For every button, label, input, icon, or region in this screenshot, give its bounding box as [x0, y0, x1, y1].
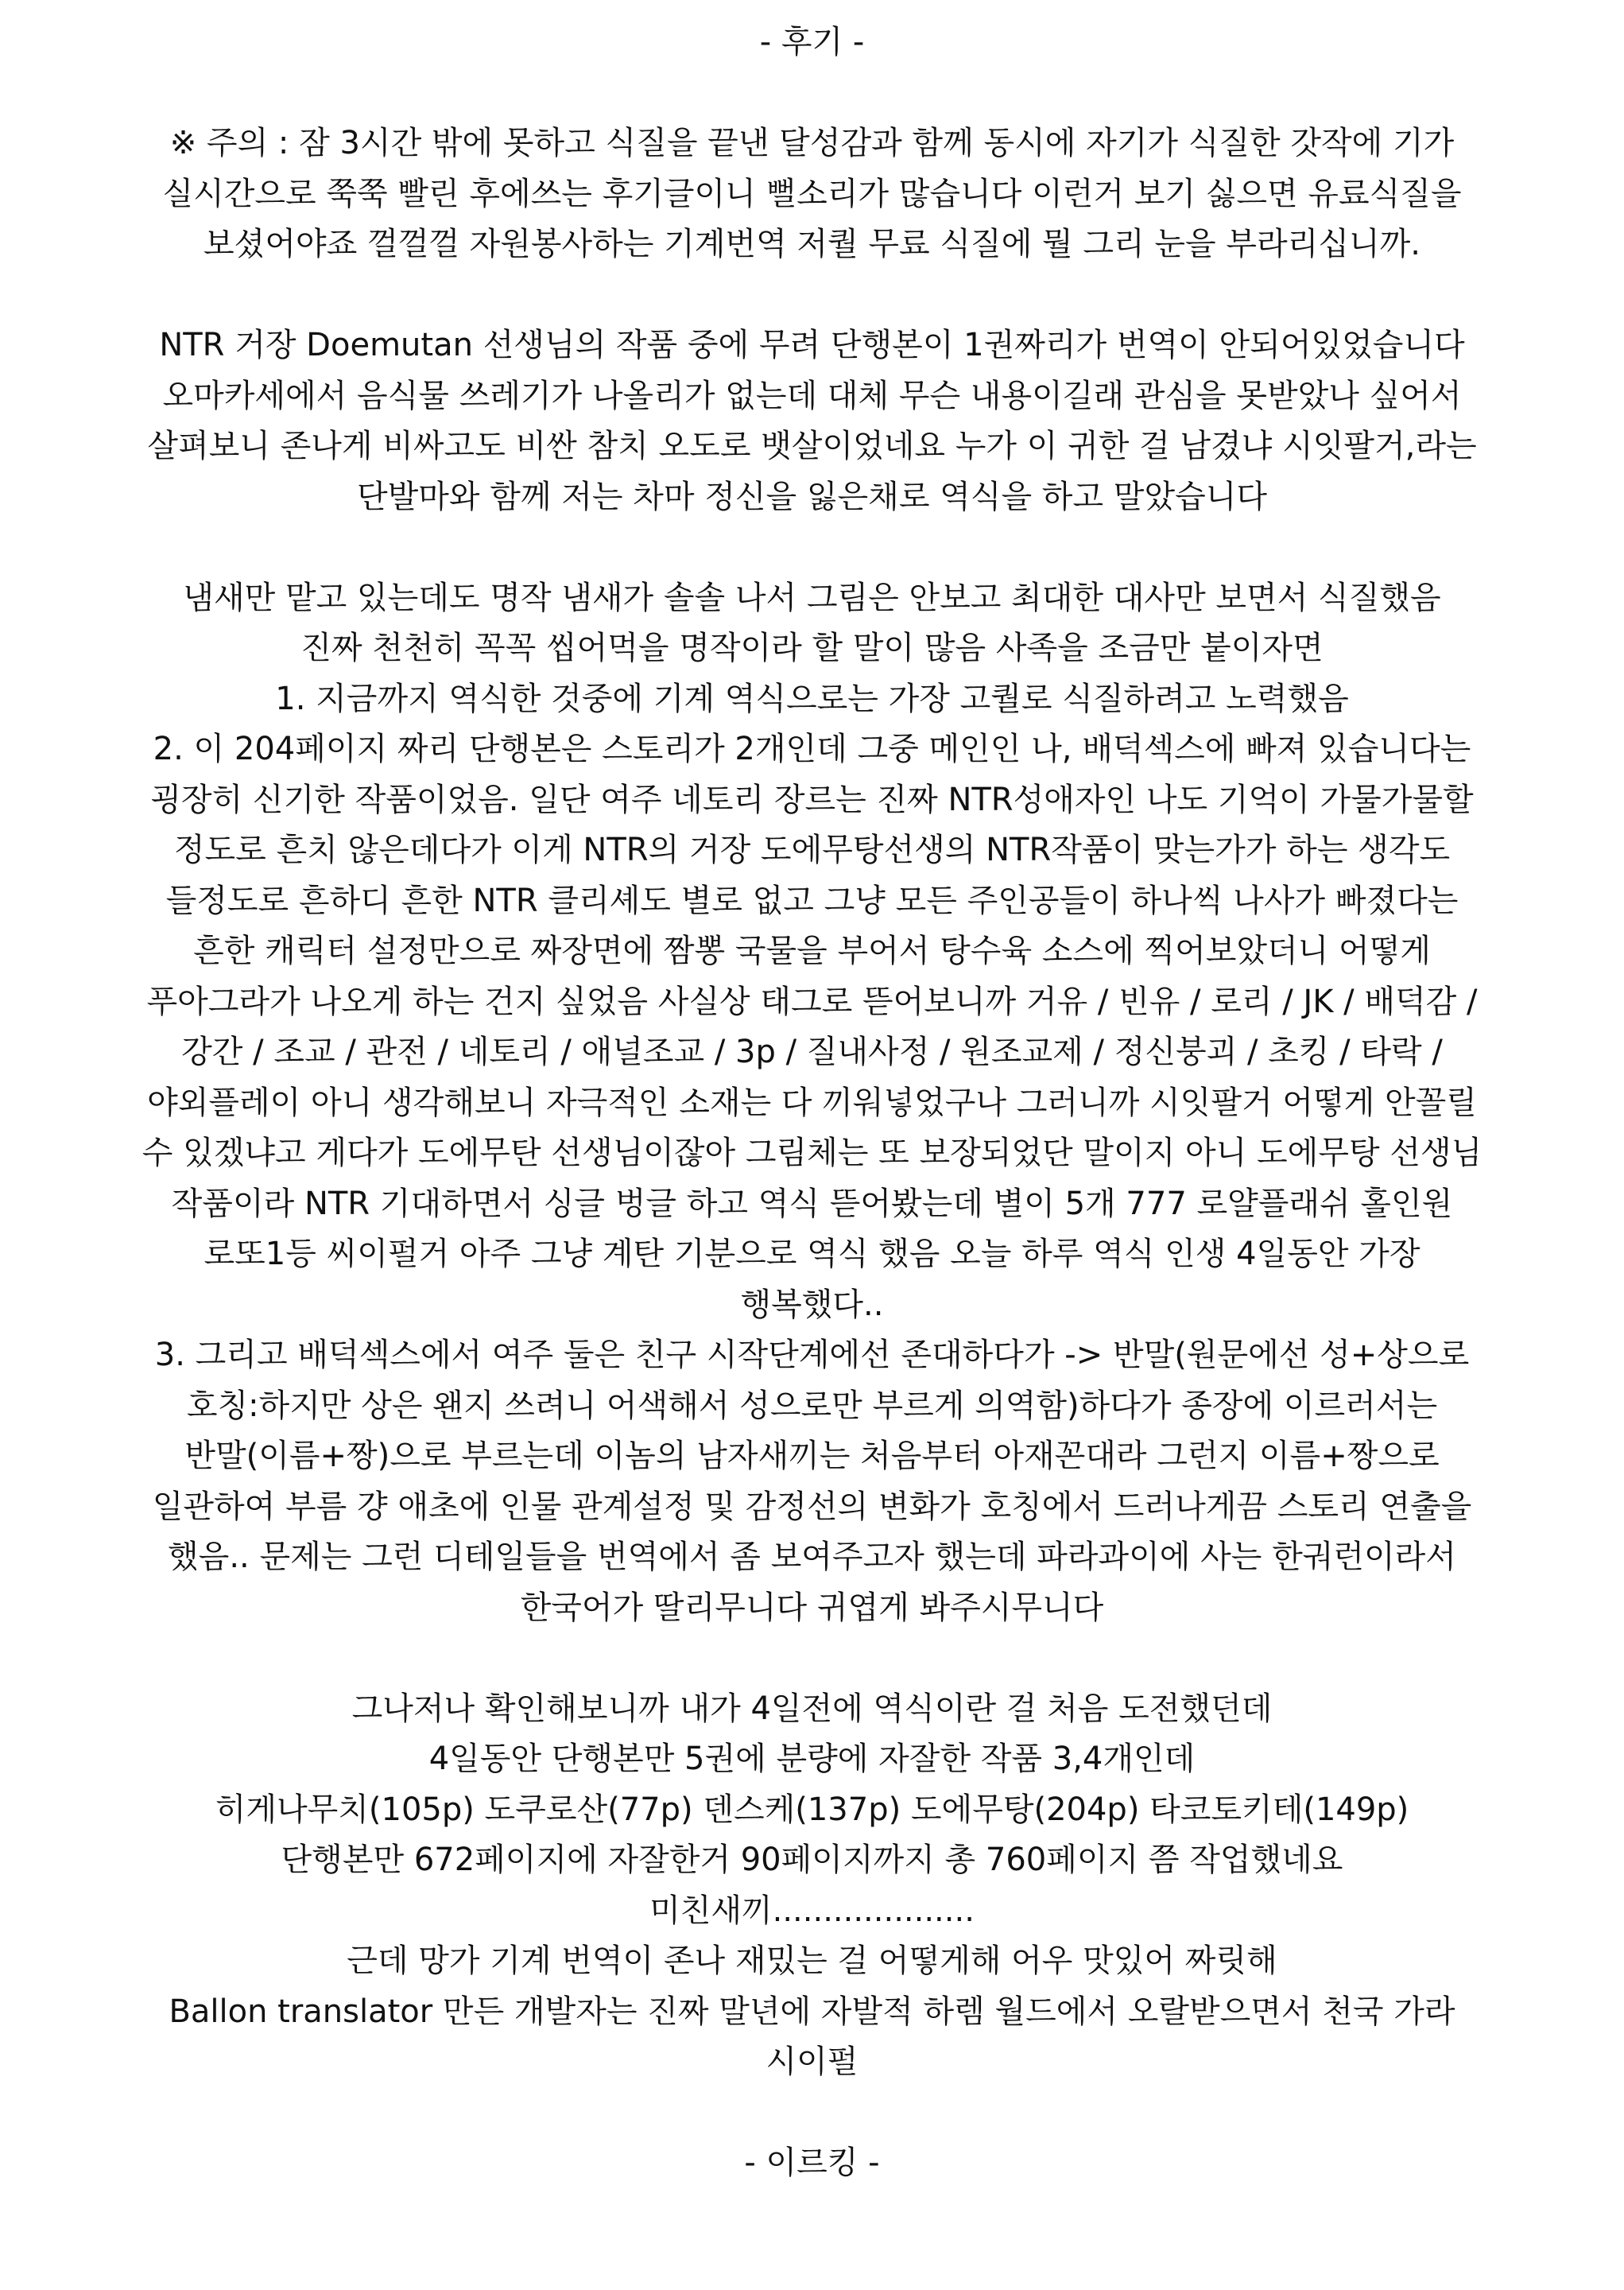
text-line: 했음.. 문제는 그런 디테일들을 번역에서 좀 보여주고자 했는데 파라과이에 사는 한궈런이라서: [168, 1539, 1456, 1575]
paragraph-warning: [22, 118, 1602, 270]
paragraph-notes: [22, 573, 1602, 1634]
text-line: 근데 망가 기계 번역이 존나 재밌는 걸 어떻게해 어우 맛있어 짜릿해: [347, 1943, 1277, 1979]
text-line: 보셨어야죠 껄껄껄 자원봉사하는 기계번역 저퀄 무료 식질에 뭘 그리 눈을 부라리십니까.: [203, 226, 1421, 262]
text-line: 3. 그리고 배덕섹스에서 여주 둘은 친구 시작단계에선 존대하다가 -> 반말(원문에선 성+상으로: [154, 1337, 1470, 1373]
text-line: 행복했다..: [740, 1286, 884, 1323]
spacer: [22, 270, 1602, 321]
text-line: 야외플레이 아니 생각해보니 자극적인 소재는 다 끼워넣었구나 그러니까 시잇팔거 어떻게 안꼴릴: [147, 1084, 1477, 1121]
text-line: 굉장히 신기한 작품이었음. 일단 여주 네토리 장르는 진짜 NTR성애자인 나도 기억이 가물가물할: [150, 781, 1474, 818]
text-line: 오마카세에서 음식물 쓰레기가 나올리가 없는데 대체 무슨 내용이길래 관심을 못받았나 싶어서: [162, 377, 1462, 414]
text-line: 로또1등 씨이펄거 아주 그냥 계탄 기분으로 역식 했음 오늘 하루 역식 인생 4일동안 가장: [203, 1236, 1421, 1272]
text-line: NTR 거장 Doemutan 선생님의 작품 중에 무려 단행본이 1권짜리가 번역이 안되어있었습니다: [159, 327, 1465, 363]
text-line: 단행본만 672페이지에 자잘한거 90페이지까지 총 760페이지 쯤 작업했네요: [281, 1842, 1343, 1878]
text-line: 정도로 흔치 않은데다가 이게 NTR의 거장 도에무탕선생의 NTR작품이 맞는가가 하는 생각도: [173, 832, 1451, 868]
text-line: 반말(이름+짱)으로 부르는데 이놈의 남자새끼는 처음부터 아재꼰대라 그런지 이름+짱으로: [184, 1438, 1440, 1474]
text-line: 히게나무치(105p) 도쿠로산(77p) 덴스케(137p) 도에무탕(204p) 타코토키테(149p): [215, 1791, 1409, 1828]
text-line: ※ 주의 : 잠 3시간 밖에 못하고 식질을 끝낸 달성감과 함께 동시에 자기가 식질한 갓작에 기가: [169, 125, 1455, 161]
text-line: 강간 / 조교 / 관전 / 네토리 / 애널조교 / 3p / 질내사정 / 원조교제 / 정신붕괴 / 초킹 / 타락 /: [181, 1034, 1443, 1070]
text-line: 푸아그라가 나오게 하는 건지 싶었음 사실상 태그로 뜯어보니까 거유 / 빈유 / 로리 / JK / 배덕감 /: [146, 983, 1478, 1020]
spacer: [22, 68, 1602, 119]
text-line: 호칭:하지만 상은 왠지 쓰려니 어색해서 성으로만 부르게 의역함)하다가 종장에 이르러서는: [186, 1387, 1438, 1424]
text-line: 작품이라 NTR 기대하면서 싱글 벙글 하고 역식 뜯어봤는데 별이 5개 777 로얄플래쉬 홀인원: [171, 1185, 1453, 1222]
text-line: 살펴보니 존나게 비싸고도 비싼 참치 오도로 뱃살이었네요 누가 이 귀한 걸 남겼냐 시잇팔거,라는: [147, 428, 1477, 464]
text-line: 미친새끼....................: [649, 1892, 975, 1929]
text-line: 그나저나 확인해보니까 내가 4일전에 역식이란 걸 처음 도전했던데: [351, 1690, 1273, 1727]
text-line: 일관하여 부름 걍 애초에 인물 관계설정 및 감정선의 변화가 호칭에서 드러나게끔 스토리 연출을: [152, 1488, 1472, 1525]
text-line: 4일동안 단행본만 5권에 분량에 자잘한 작품 3,4개인데: [428, 1741, 1196, 1777]
text-line: 한국어가 딸리무니다 귀엽게 봐주시무니다: [520, 1589, 1104, 1626]
text-line: 진짜 천천히 꼭꼭 씹어먹을 명작이라 할 말이 많음 사족을 조금만 붙이자면: [300, 630, 1324, 666]
text-line: 1. 지금까지 역식한 것중에 기계 역식으로는 가장 고퀄로 식질하려고 노력했음: [275, 680, 1349, 717]
text-line: 들정도로 흔하디 흔한 NTR 클리셰도 별로 없고 그냥 모든 주인공들이 하나씩 나사가 빠졌다는: [165, 882, 1459, 919]
text-line: 단발마와 함께 저는 차마 정신을 잃은채로 역식을 하고 말았습니다: [357, 478, 1267, 515]
text-line: 실시간으로 쭉쭉 빨린 후에쓰는 후기글이니 뻘소리가 많습니다 이런거 보기 싫으면 유료식질을: [162, 175, 1462, 212]
paragraph-intro: [22, 320, 1602, 522]
paragraph-stats: [22, 1684, 1602, 2088]
review-header: - 후기 -: [759, 24, 865, 60]
text-line: 흔한 캐릭터 설정만으로 짜장면에 짬뽕 국물을 부어서 탕수육 소스에 찍어보았더니 어떻게: [193, 933, 1431, 969]
text-line: Ballon translator 만든 개발자는 진짜 말년에 자발적 하렘 월드에서 오랄받으면서 천국 가라: [169, 1993, 1455, 2030]
signature: - 이르킹 -: [744, 2144, 880, 2181]
text-line: 2. 이 204페이지 짜리 단행본은 스토리가 2개인데 그중 메인인 나, 배덕섹스에 빠져 있습니다는: [153, 731, 1471, 767]
spacer: [22, 522, 1602, 573]
text-line: 시이펄: [765, 2044, 859, 2080]
spacer: [22, 2088, 1602, 2139]
text-line: 냄새만 맡고 있는데도 명작 냄새가 솔솔 나서 그림은 안보고 최대한 대사만 보면서 식질했음: [183, 579, 1441, 616]
text-line: 수 있겠냐고 게다가 도에무탄 선생님이잖아 그림체는 또 보장되었단 말이지 아니 도에무탕 선생님: [141, 1135, 1483, 1171]
spacer: [22, 1633, 1602, 1684]
